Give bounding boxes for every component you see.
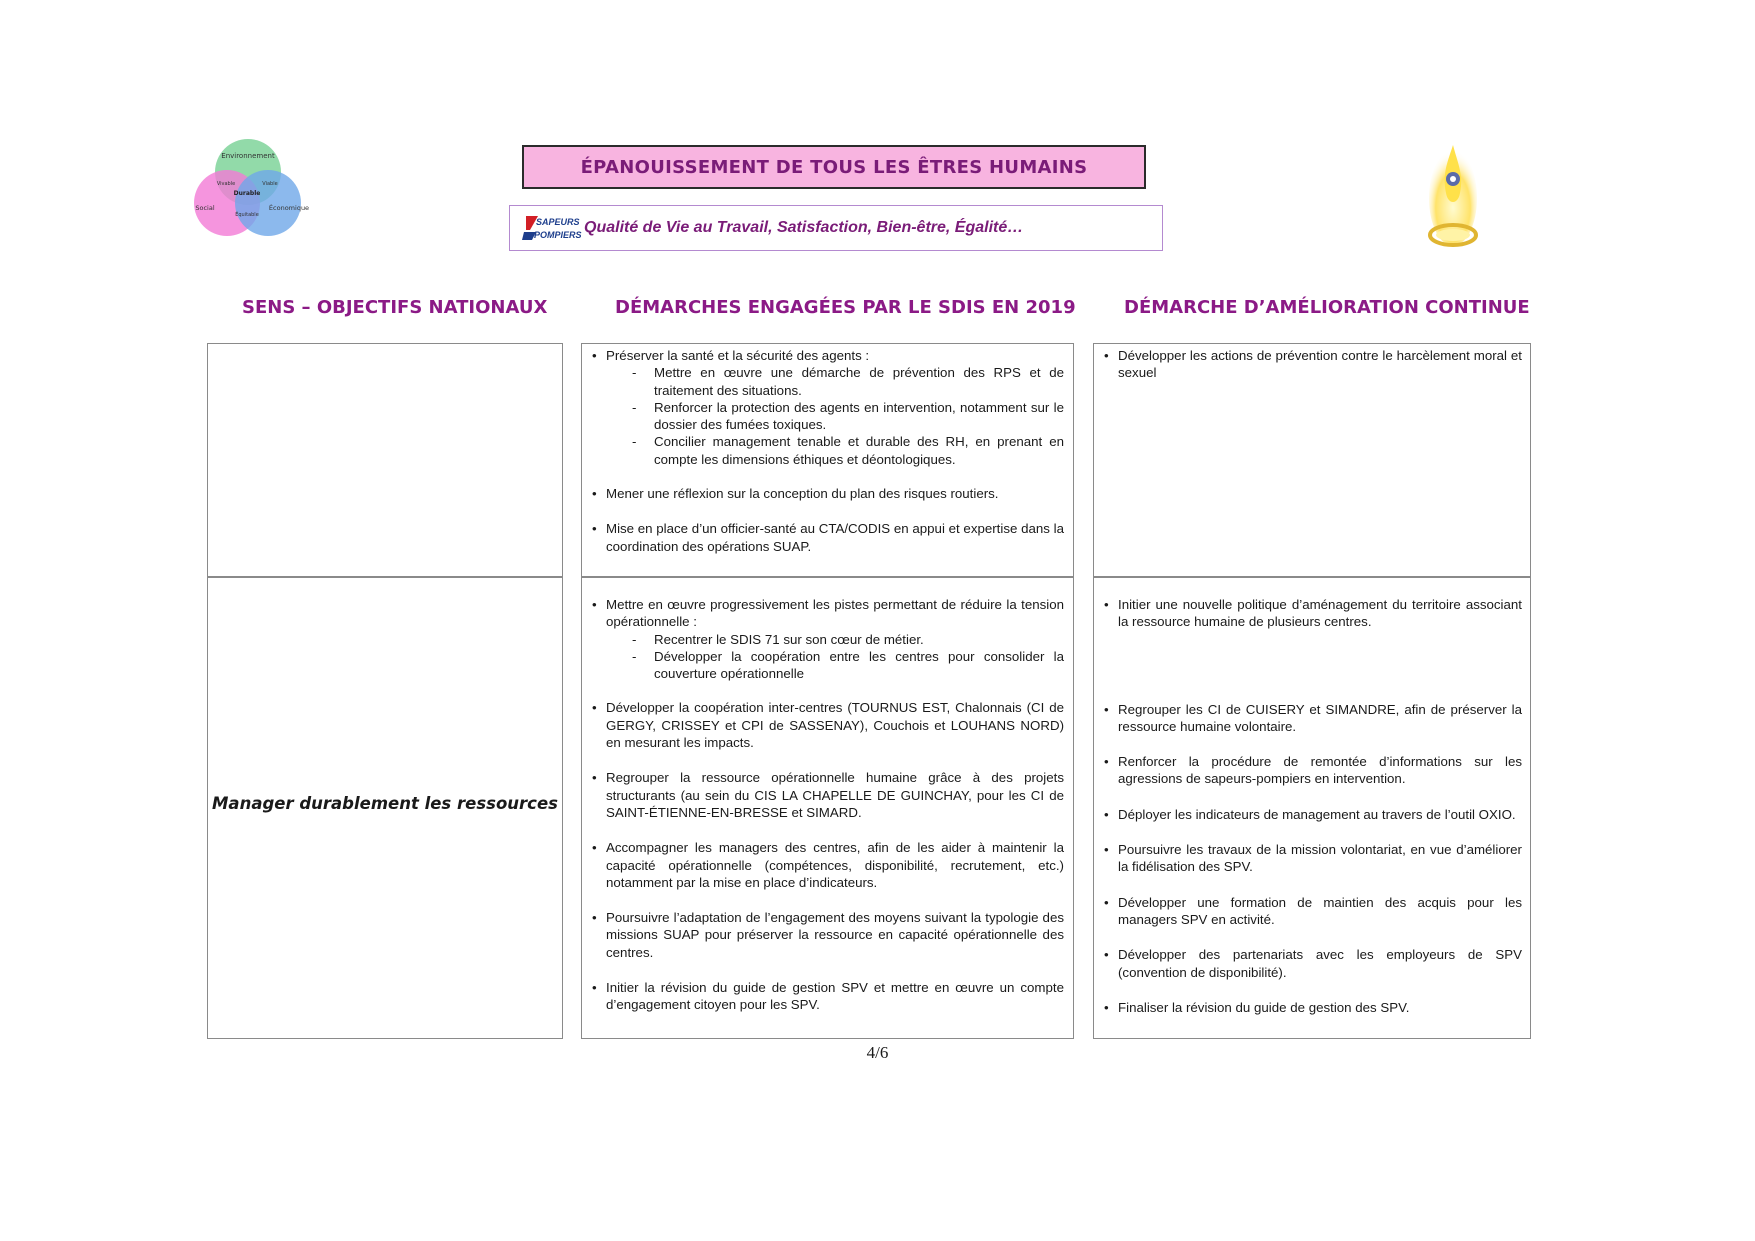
list-item: • Poursuivre les travaux de la mission volontariat, en vue d’améliorer la fidélisation des SPV. bbox=[1102, 841, 1522, 876]
list-item: • Développer les actions de prévention contre le harcèlement moral et sexuel bbox=[1102, 347, 1522, 382]
list-item: • Développer la coopération inter-centres (TOURNUS EST, Chalonnais (CI de GERGY, CRISSEY et CPI de SASSENAY), Couchois et LOUHANS NORD) en mesurant les impacts. bbox=[590, 699, 1064, 751]
demarches-list-row2 bbox=[590, 596, 1064, 1014]
subtitle-text: Qualité de Vie au Travail, Satisfaction, Bien-être, Égalité… bbox=[584, 219, 1024, 236]
svg-text:Durable: Durable bbox=[233, 190, 261, 197]
svg-text:Économique: Économique bbox=[268, 204, 310, 212]
list-subitem: - Renforcer la protection des agents en intervention, notamment sur le dossier des fumées toxiques. bbox=[590, 399, 1064, 434]
objectif-label: Manager durablement les ressources bbox=[212, 794, 558, 813]
sapeurs-pompiers-logo bbox=[522, 210, 582, 246]
list-item: • Développer des partenariats avec les employeurs de SPV (convention de disponibilité). bbox=[1102, 946, 1522, 981]
amelioration-list-row2 bbox=[1102, 596, 1522, 1016]
list-subitem: - Recentrer le SDIS 71 sur son cœur de métier. bbox=[590, 631, 1064, 648]
demarches-list-row1 bbox=[590, 347, 1064, 555]
sustainability-venn-logo bbox=[190, 136, 310, 240]
list-item: • Accompagner les managers des centres, afin de les aider à maintenir la capacité opérationnelle (compétences, disponibilité, recrutement, etc.) notamment par la mise en place d’indicateurs. bbox=[590, 839, 1064, 891]
list-item: • Mise en place d’un officier-santé au CTA/CODIS en appui et expertise dans la coordination des opérations SUAP. bbox=[590, 520, 1064, 555]
list-item: • Poursuivre l’adaptation de l’engagement des moyens suivant la typologie des missions SUAP pour préserver la ressource en capacité opérationnelle des centres. bbox=[590, 909, 1064, 961]
list-item: • Développer une formation de maintien des acquis pour les managers SPV en activité. bbox=[1102, 894, 1522, 929]
list-item: • Préserver la santé et la sécurité des agents : bbox=[590, 347, 1064, 364]
svg-text:POMPIERS: POMPIERS bbox=[534, 230, 582, 240]
page-title bbox=[522, 145, 1146, 189]
list-item: • Regrouper les CI de CUISERY et SIMANDRE, afin de préserver la ressource humaine volontaire. bbox=[1102, 701, 1522, 736]
amelioration-list-row1 bbox=[1102, 347, 1522, 382]
svg-text:Viable: Viable bbox=[262, 181, 278, 187]
list-item: • Mener une réflexion sur la conception du plan des risques routiers. bbox=[590, 485, 1064, 502]
list-subitem: - Mettre en œuvre une démarche de prévention des RPS et de traitement des situations. bbox=[590, 364, 1064, 399]
objectif-cell-row1 bbox=[207, 343, 563, 577]
svg-text:Environnement: Environnement bbox=[221, 152, 275, 160]
list-item: • Déployer les indicateurs de management au travers de l’outil OXIO. bbox=[1102, 806, 1522, 823]
list-item: • Finaliser la révision du guide de gestion des SPV. bbox=[1102, 999, 1522, 1016]
column-header-demarches: DÉMARCHES ENGAGÉES PAR LE SDIS EN 2019 bbox=[615, 297, 1076, 318]
svg-text:Social: Social bbox=[195, 204, 215, 212]
page-title-text: ÉPANOUISSEMENT DE TOUS LES ÊTRES HUMAINS bbox=[580, 156, 1088, 178]
list-item: • Initier la révision du guide de gestion SPV et mettre en œuvre un compte d’engagement citoyen pour les SPV. bbox=[590, 979, 1064, 1014]
list-subitem: - Concilier management tenable et durable des RH, en prenant en compte les dimensions éthiques et déontologiques. bbox=[590, 433, 1064, 468]
list-item: • Regrouper la ressource opérationnelle humaine grâce à des projets structurants (au sein du CIS LA CHAPELLE DE GUINCHAY, pour les CI de SAINT-ÉTIENNE-EN-BRESSE et SIMARD. bbox=[590, 769, 1064, 821]
svg-text:Vivable: Vivable bbox=[216, 181, 236, 187]
list-item: • Renforcer la procédure de remontée d’informations sur les agressions de sapeurs-pompiers en intervention. bbox=[1102, 753, 1522, 788]
svg-text:Équitable: Équitable bbox=[235, 212, 259, 218]
column-header-objectifs: SENS – OBJECTIFS NATIONAUX bbox=[242, 297, 548, 318]
subtitle-banner bbox=[509, 205, 1163, 251]
column-header-amelioration: DÉMARCHE D’AMÉLIORATION CONTINUE bbox=[1124, 297, 1530, 318]
page-number: 4/6 bbox=[866, 1043, 889, 1062]
list-subitem: - Développer la coopération entre les centres pour consolider la couverture opérationnelle bbox=[590, 648, 1064, 683]
list-item: • Mettre en œuvre progressivement les pistes permettant de réduire la tension opérationnelle : bbox=[590, 596, 1064, 631]
flame-emblem-icon bbox=[1426, 143, 1480, 255]
svg-text:SAPEURS: SAPEURS bbox=[536, 217, 580, 227]
list-item: • Initier une nouvelle politique d’aménagement du territoire associant la ressource humaine de plusieurs centres. bbox=[1102, 596, 1522, 631]
